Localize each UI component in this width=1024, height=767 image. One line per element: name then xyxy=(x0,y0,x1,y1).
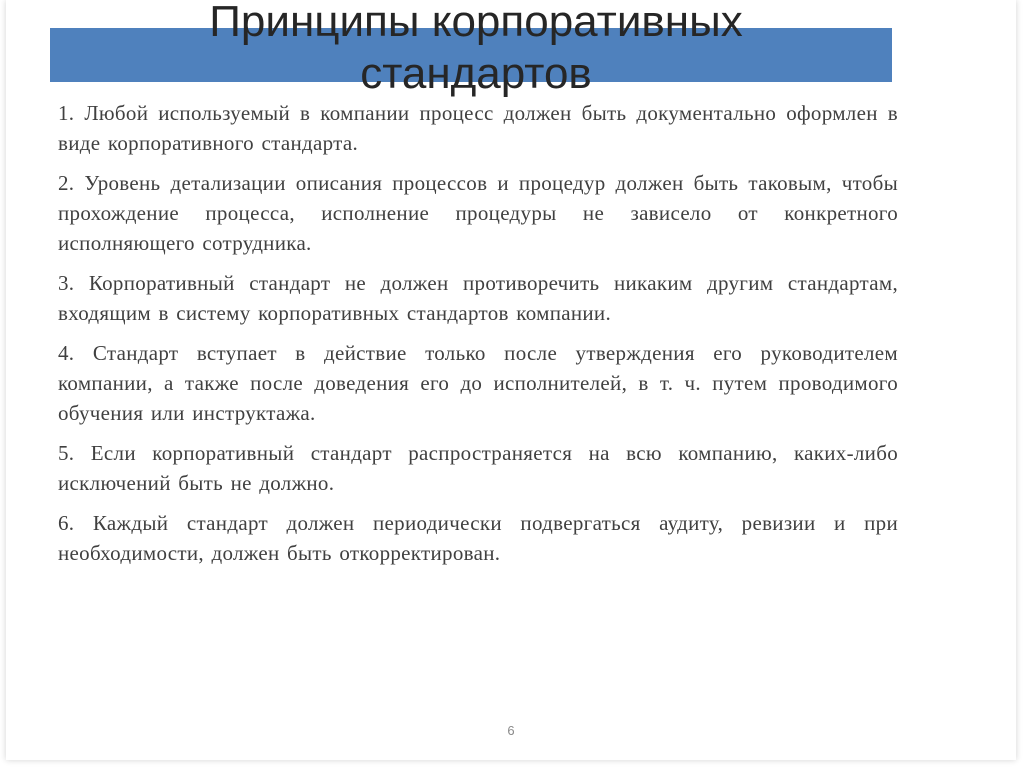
principle-item: 6. Каждый стандарт должен периодически подвергаться аудиту, ревизии и при необходимости, должен быть откорректирован. xyxy=(58,511,898,565)
page-number: 6 xyxy=(507,723,515,738)
principle-item: 5. Если корпоративный стандарт распространяется на всю компанию, каких-либо исключений быть не должно. xyxy=(58,441,898,495)
slide-title xyxy=(66,0,886,106)
principle-item: 4. Стандарт вступает в действие только после утверждения его руководителем компании, а также после доведения его до исполнителей, в т. ч. путем проводимого обучения или инструктажа. xyxy=(58,341,898,425)
principles-list xyxy=(58,98,898,578)
principle-item: 2. Уровень детализации описания процессов и процедур должен быть таковым, чтобы прохождение процесса, исполнение процедуры не зависело от конкретного исполняющего сотрудника. xyxy=(58,171,898,255)
slide-title-line: Принципы корпоративных xyxy=(209,0,743,46)
principle-item: 3. Корпоративный стандарт не должен противоречить никаким другим стандартам, входящим в систему корпоративных стандартов компании. xyxy=(58,271,898,325)
principle-item: 1. Любой используемый в компании процесс должен быть документально оформлен в виде корпоративного стандарта. xyxy=(58,101,898,155)
slide xyxy=(6,0,1016,760)
slide-title-line: стандартов xyxy=(360,49,592,98)
